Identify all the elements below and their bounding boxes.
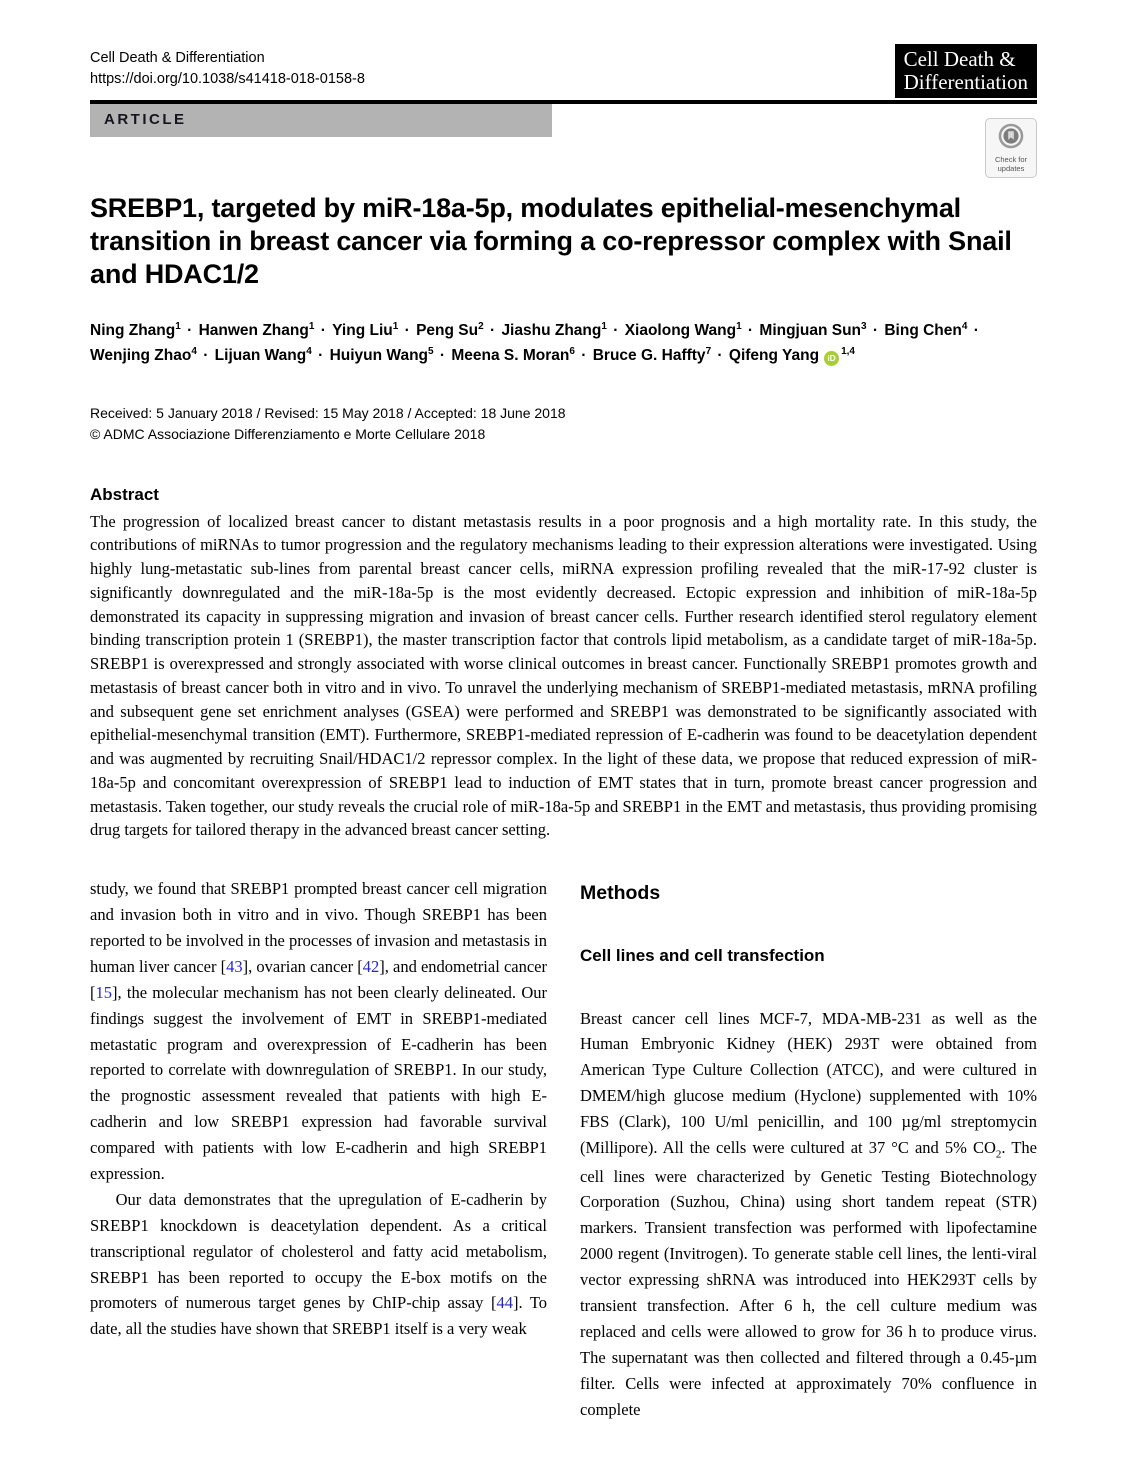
author-separator: · [313, 346, 328, 364]
author-name: Lijuan Wang$^4$ [214, 345, 312, 364]
author-separator: · [485, 321, 500, 339]
author-affiliation-sup: 6 [569, 345, 575, 357]
journal-name: Cell Death & Differentiation [90, 50, 265, 66]
author-separator: · [713, 346, 727, 364]
body-columns [90, 876, 1037, 1422]
text-segment: ]. To date, all the studies have shown that SREBP1 itself is a very weak [90, 1293, 547, 1339]
abstract-heading: Abstract [90, 484, 159, 504]
author-affiliation-sup: 1 [601, 320, 607, 332]
body-paragraph [90, 876, 547, 1187]
text-segment: Our data demonstrates that the upregulation of E-cadherin by SREBP1 knockdown is deacetylation dependent. As a critical transcriptional regulator of cholesterol and fatty acid metabolism, SREBP1 has been reported to occupy the E-box motifs on the promoters of numerous target genes by ChIP-chip assay [ [90, 1189, 547, 1313]
text-segment: ], and endometrial cancer [ [90, 956, 547, 1002]
author-separator: · [198, 346, 213, 364]
text-segment: study, we found that SREBP1 prompted breast cancer cell migration and invasion both in vitro and in vivo. Though SREBP1 has been reported to be involved in the processes of invasion and metastasis in human liver cancer [ [90, 879, 547, 976]
left-column [90, 876, 547, 1422]
authors-line [90, 319, 1037, 369]
author-separator: · [576, 346, 591, 364]
author-affiliation-sup: 2 [478, 320, 484, 332]
text-segment: Breast cancer cell lines MCF-7, MDA-MB-231 as well as the Human Embryonic Kidney (HEK) 293T were obtained from American Type Culture Collection (ATCC), and were cultured in DMEM/high glucose medium (Hyclone) supplemented with 10% FBS (Clark), 100 U/ml penicillin, and 100 µg/ml streptomycin (Millipore). All the cells were cultured at 37 °C and 5% CO [580, 1008, 1037, 1157]
author-separator: · [435, 346, 450, 364]
author-separator: · [400, 321, 415, 339]
author-affiliation-sup: 1 [392, 320, 399, 332]
author-affiliation-sup: 4 [191, 345, 197, 357]
author-affiliation-sup: 5 [428, 345, 434, 357]
body-paragraph [580, 1006, 1037, 1423]
text-segment: . The cell lines were characterized by Genetic Testing Biotechnology Corporation (Suzhou, China) using short tandem repeat (STR) markers. Transient transfection was performed with lipofectamine 2000 regent (Invitrogen). To generate stable cell lines, the lenti-viral vector expressing shRNA was introduced into HEK293T cells by transient transfection. After 6 h, the cell culture medium was replaced and cells were allowed to grow for 36 h to produce virus. The supernatant was then collected and filtered through a 0.45-µm filter. Cells were infected at approximately 70% confluence in complete [580, 1137, 1037, 1419]
check-for-updates-badge[interactable] [985, 118, 1037, 178]
page-header [90, 44, 1037, 96]
author-affiliation-sup: 1 [175, 320, 181, 332]
right-column [580, 876, 1037, 1422]
author-separator: · [868, 321, 883, 339]
author-name: Bing Chen$^4$ [884, 320, 968, 339]
author-name: Meena S. Moran$^6$ [451, 345, 575, 364]
journal-logo-line1: Cell Death & [903, 47, 1016, 71]
author-affiliation-sup: 7 [705, 345, 712, 357]
article-type-label: ARTICLE [104, 111, 187, 128]
author-name: Qifeng Yang iD$^{1,4}$ [728, 345, 855, 364]
author-name: Peng Su$^2$ [416, 320, 484, 339]
author-separator: · [182, 321, 197, 339]
author-separator: · [969, 321, 979, 339]
citation-link[interactable]: 43 [226, 956, 243, 976]
text-segment: ], the molecular mechanism has not been clearly delineated. Our findings suggest the involvement of EMT in SREBP1-mediated metastatic program and overexpression of E-cadherin has been reported to correlate with downregulation of SREBP1. In our study, the prognostic assessment revealed that patients with high E-cadherin and low SREBP1 expression had favorable survival compared with patients with low E-cadherin and high SREBP1 expression. [90, 982, 547, 1184]
author-separator: · [316, 321, 331, 339]
author-affiliation-sup: 4 [961, 320, 968, 332]
journal-logo-line2: Differentiation [903, 69, 1028, 94]
orcid-icon[interactable]: iD [824, 351, 839, 366]
dates-line: Received: 5 January 2018 / Revised: 15 May 2018 / Accepted: 18 June 2018 [90, 404, 566, 421]
author-affiliation-sup: 1 [308, 320, 315, 332]
author-name: Xiaolong Wang$^1$ [624, 320, 742, 339]
journal-meta [90, 44, 365, 90]
citation-link[interactable]: 15 [95, 982, 112, 1002]
journal-logo [895, 44, 1037, 98]
citation-link[interactable]: 42 [362, 956, 380, 976]
author-name: Ning Zhang$^1$ [90, 320, 181, 339]
author-affiliation-sup: 3 [861, 320, 867, 332]
update-check-icon [998, 123, 1024, 149]
author-name: Mingjuan Sun$^3$ [759, 320, 867, 339]
text-segment: ], ovarian cancer [ [242, 956, 363, 976]
methods-heading: Methods [580, 882, 661, 905]
methods-subheading: Cell lines and cell transfection [580, 945, 825, 965]
doi-link[interactable]: https://doi.org/10.1038/s41418-018-0158-8 [90, 71, 365, 88]
abstract-text: The progression of localized breast cancer to distant metastasis results in a poor prognosis and a high mortality rate. In this study, the contributions of miRNAs to tumor progression and the regulatory mechanisms leading to their expression alterations were investigated. Using highly lung-metastatic sub-lines from parental breast cancer cells, miRNA expression profiling revealed that the miR-17-92 cluster is significantly downregulated and the miR-18a-5p is the most evidently decreased. Ectopic expression and inhibition of miR-18a-5p demonstrated its capacity in suppressing migration and invasion of breast cancer cells. Further research identified sterol regulatory element binding transcription protein 1 (SREBP1), the master transcription factor that controls lipid metabolism, as a candidate target of miR-18a-5p. SREBP1 is overexpressed and strongly associated with worse clinical outcomes in breast cancer. Functionally SREBP1 promotes growth and metastasis of breast cancer both in vitro and in vivo. To unravel the underlying mechanism of SREBP1-mediated metastasis, mRNA profiling and subsequent gene set enrichment analyses (GSEA) were performed and SREBP1 was demonstrated to be significantly associated with epithelial-mesenchymal transition (EMT). Furthermore, SREBP1-mediated repression of E-cadherin was found to be deacetylation dependent and was augmented by recruiting Snail/HDAC1/2 repressor complex. In the light of these data, we propose that reduced expression of miR-18a-5p and concomitant overexpression of SREBP1 lead to induction of EMT states that in turn, promote breast cancer progression and metastasis. Taken together, our study reveals the crucial role of miR-18a-5p and SREBP1 in the EMT and metastasis, thus providing promising drug targets for tailored therapy in the advanced breast cancer setting. [90, 511, 1037, 840]
paper-title: SREBP1, targeted by miR-18a-5p, modulates epithelial-mesenchymal transition in breast cancer via forming a co-repressor complex with Snail and HDAC1/2 [90, 193, 1012, 289]
author-name: Huiyun Wang$^5$ [329, 345, 434, 364]
text-segment: 2 [995, 1148, 1002, 1161]
body-paragraph [90, 1187, 547, 1342]
author-affiliation-sup: 1,4 [841, 345, 855, 357]
author-name: Bruce G. Haffty$^7$ [592, 345, 712, 364]
author-name: Jiashu Zhang$^1$ [501, 320, 607, 339]
author-name: Hanwen Zhang$^1$ [198, 320, 315, 339]
copyright-line: © ADMC Associazione Differenziamento e Morte Cellulare 2018 [90, 425, 486, 442]
author-name: Ying Liu$^1$ [332, 320, 399, 339]
citation-link[interactable]: 44 [496, 1293, 513, 1313]
author-name: Wenjing Zhao$^4$ [90, 345, 197, 364]
author-affiliation-sup: 4 [306, 345, 312, 357]
article-type-banner [90, 104, 552, 137]
author-affiliation-sup: 1 [736, 320, 742, 332]
check-for-updates-label: Check for updates [994, 155, 1028, 174]
author-separator: · [608, 321, 623, 339]
author-separator: · [743, 321, 758, 339]
